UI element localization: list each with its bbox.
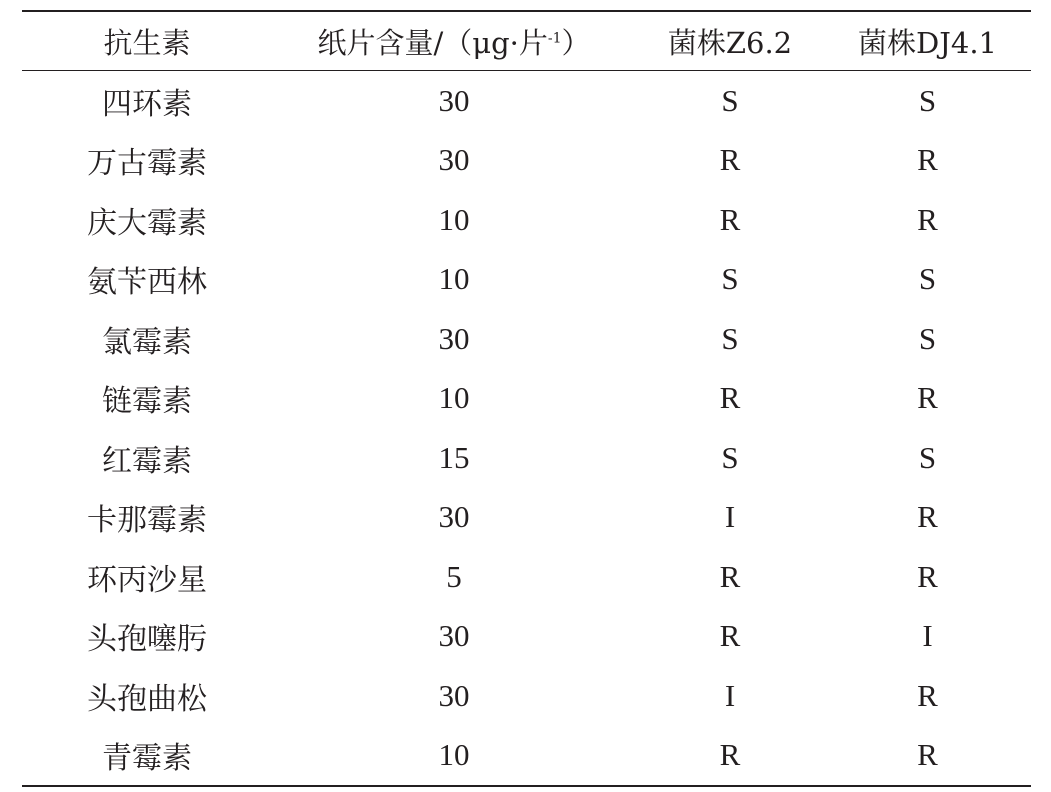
header-strain-dj4-1: 菌株DJ4.1 xyxy=(858,25,997,60)
table-row xyxy=(22,131,1031,191)
antibiotic-name-cell: 氯霉素 xyxy=(102,324,192,360)
header-disc-content-text: 纸片含量/（μg·片 xyxy=(317,25,548,60)
table-header xyxy=(22,11,1031,71)
strain-dj4-1-result-cell: R xyxy=(917,142,938,178)
strain-z6-2-result-cell: S xyxy=(721,261,739,297)
strain-z6-2-result-cell: R xyxy=(719,737,741,773)
strain-z6-2-result-cell: S xyxy=(721,320,739,356)
table-row xyxy=(22,369,1031,429)
table-row xyxy=(22,250,1031,310)
header-disc-content-close: ） xyxy=(561,25,591,60)
strain-z6-2-result-cell: R xyxy=(719,558,741,594)
table-row xyxy=(22,71,1031,131)
strain-z6-2-result-cell: R xyxy=(719,618,741,654)
table-row xyxy=(22,190,1031,250)
strain-dj4-1-result-cell: R xyxy=(917,380,938,416)
antibiotic-name-cell: 氨苄西林 xyxy=(87,265,207,301)
disc-content-cell: 30 xyxy=(438,499,470,535)
antibiotic-name-cell: 四环素 xyxy=(102,86,192,122)
antibiotic-name-cell: 红霉素 xyxy=(102,443,192,479)
disc-content-cell: 10 xyxy=(438,261,470,297)
antibiotic-susceptibility-table xyxy=(22,10,1031,787)
strain-dj4-1-result-cell: R xyxy=(917,201,938,237)
strain-dj4-1-result-cell: S xyxy=(918,82,937,118)
strain-dj4-1-result-cell: S xyxy=(918,261,937,297)
table-body xyxy=(22,71,1031,787)
strain-z6-2-result-cell: R xyxy=(719,201,741,237)
strain-dj4-1-result-cell: R xyxy=(917,499,938,535)
table-row xyxy=(22,309,1031,369)
disc-content-cell: 10 xyxy=(438,201,470,237)
header-antibiotic: 抗生素 xyxy=(103,25,191,60)
table-row xyxy=(22,547,1031,607)
header-row xyxy=(22,11,1031,71)
antibiotic-name-cell: 庆大霉素 xyxy=(87,205,207,241)
strain-dj4-1-result-cell: R xyxy=(917,737,938,773)
disc-content-cell: 30 xyxy=(438,142,470,178)
antibiotic-name-cell: 头孢曲松 xyxy=(87,681,207,717)
strain-dj4-1-result-cell: I xyxy=(922,618,933,654)
disc-content-cell: 30 xyxy=(438,677,470,713)
table-row xyxy=(22,726,1031,787)
disc-content-cell: 30 xyxy=(438,320,470,356)
strain-dj4-1-result-cell: R xyxy=(917,558,938,594)
disc-content-cell: 10 xyxy=(438,380,470,416)
strain-z6-2-result-cell: R xyxy=(719,142,741,178)
table-row xyxy=(22,666,1031,726)
disc-content-cell: 30 xyxy=(438,82,470,118)
strain-z6-2-result-cell: I xyxy=(724,677,736,713)
table-row xyxy=(22,428,1031,488)
antibiotic-name-cell: 头孢噻肟 xyxy=(87,622,207,658)
disc-content-cell: 5 xyxy=(446,558,462,594)
antibiotic-name-cell: 万古霉素 xyxy=(87,146,207,182)
antibiotic-name-cell: 链霉素 xyxy=(102,384,192,420)
antibiotic-name-cell: 环丙沙星 xyxy=(87,562,207,598)
header-disc-content-unit-exponent: -1 xyxy=(547,29,562,46)
strain-z6-2-result-cell: R xyxy=(719,380,741,416)
strain-z6-2-result-cell: S xyxy=(721,82,739,118)
disc-content-cell: 15 xyxy=(438,439,470,475)
header-strain-z6-2: 菌株Z6.2 xyxy=(667,25,793,60)
strain-z6-2-result-cell: I xyxy=(724,499,736,535)
antibiotic-susceptibility-table-container xyxy=(22,10,1031,787)
disc-content-cell: 30 xyxy=(438,618,470,654)
antibiotic-name-cell: 青霉素 xyxy=(102,741,192,777)
table-row xyxy=(22,607,1031,667)
strain-dj4-1-result-cell: R xyxy=(917,677,938,713)
strain-dj4-1-result-cell: S xyxy=(918,439,937,475)
strain-z6-2-result-cell: S xyxy=(721,439,739,475)
disc-content-cell: 10 xyxy=(438,737,470,773)
antibiotic-name-cell: 卡那霉素 xyxy=(87,503,207,539)
table-row xyxy=(22,488,1031,548)
header-disc-content xyxy=(272,11,636,71)
strain-dj4-1-result-cell: S xyxy=(918,320,937,356)
